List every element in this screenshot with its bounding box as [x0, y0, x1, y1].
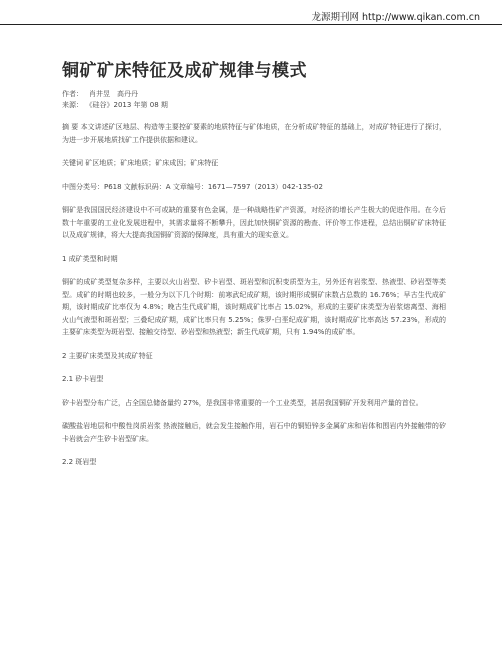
keywords: 关键词 矿区地质；矿床地质；矿床成因；矿床特征: [62, 159, 219, 167]
section-2-2-heading: 2.2 斑岩型: [62, 458, 97, 466]
intro-paragraph: 铜矿是我国国民经济建设中不可或缺的重要有色金属，是一种战略性矿产资源，对经济的增长产生极大的促进作用。在今后数十年重要的工业化发展进程中，其需求量将不断攀升，因此加快铜矿资源的勘查、评价等工作进程，总结出铜矿矿床特征以及成矿规律，将大大提高我国铜矿资源的保障度，具有重大的现实意义。: [62, 206, 446, 239]
author-label: 作者：: [62, 90, 83, 98]
section-1-heading: 1 成矿类型和时期: [62, 254, 118, 263]
site-header: 龙源期刊网 http://www.qikan.com.cn: [311, 12, 480, 23]
abstract: 摘 要 本文讲述矿区地层、构造等主要控矿要素的地质特征与矿体地质，在分析成矿特征的基础上，对成矿特征进行了探讨，为进一步开展地质找矿工作提供依据和建议。: [62, 123, 446, 144]
source-label: 来源：: [62, 101, 83, 109]
section-1-body: 铜矿的成矿类型复杂多样，主要以火山岩型、矽卡岩型、斑岩型和沉积变质型为主，另外还有岩浆型、热液型、砂岩型等类型。成矿的时期也较多，一般分为以下几个时期：前寒武纪成矿期，该时期形成铜矿床数占总数的 16.76%；早古生代成矿期，该时期成矿比率仅为 4.8%；晚古生代成矿期，该时期成矿比率占 15.02%，形成的主要矿床类型为岩浆熔离型、海相火山气液型和斑岩型；三叠纪成矿期，成矿比率只有 5.25%；侏罗-白垩纪成矿期，该时期成矿比率高达 57.23%，形成的主要矿床类型为斑岩型、接触交待型、砂岩型和热液型；新生代成矿期，只有 1.94%的成矿率。: [62, 278, 446, 336]
section-2-heading: 2 主要矿床类型及其成矿特征: [62, 351, 153, 360]
header-divider: [0, 24, 502, 25]
section-2-1-paragraph-2: 碳酸盐岩地层和中酸性岗质岩浆 热液接触后，就会发生接触作用，岩石中的铜铅锌多金属矿床和岩体和围岩内外接触带的矽卡岩就会产生矽卡岩型矿床。: [62, 422, 446, 443]
source: 《硅谷》2013 年第 08 期: [89, 101, 168, 109]
source-line: [62, 100, 446, 111]
article-body: [62, 56, 446, 469]
article-title: 铜矿矿床特征及成矿规律与模式: [62, 61, 307, 81]
authors: 肖井昱 高丹丹: [89, 90, 138, 98]
classification: 中图分类号：P618 文献标识码：A 文章编号：1671—7597（2013）042-135-02: [62, 182, 323, 191]
author-line: [62, 89, 446, 100]
section-2-1-paragraph-1: 矽卡岩型分布广泛，占全国总储备量约 27%，是我国非常重要的一个工业类型，甚居我国铜矿开发利用产量的首位。: [62, 398, 423, 407]
section-2-1-heading: 2.1 矽卡岩型: [62, 375, 104, 383]
